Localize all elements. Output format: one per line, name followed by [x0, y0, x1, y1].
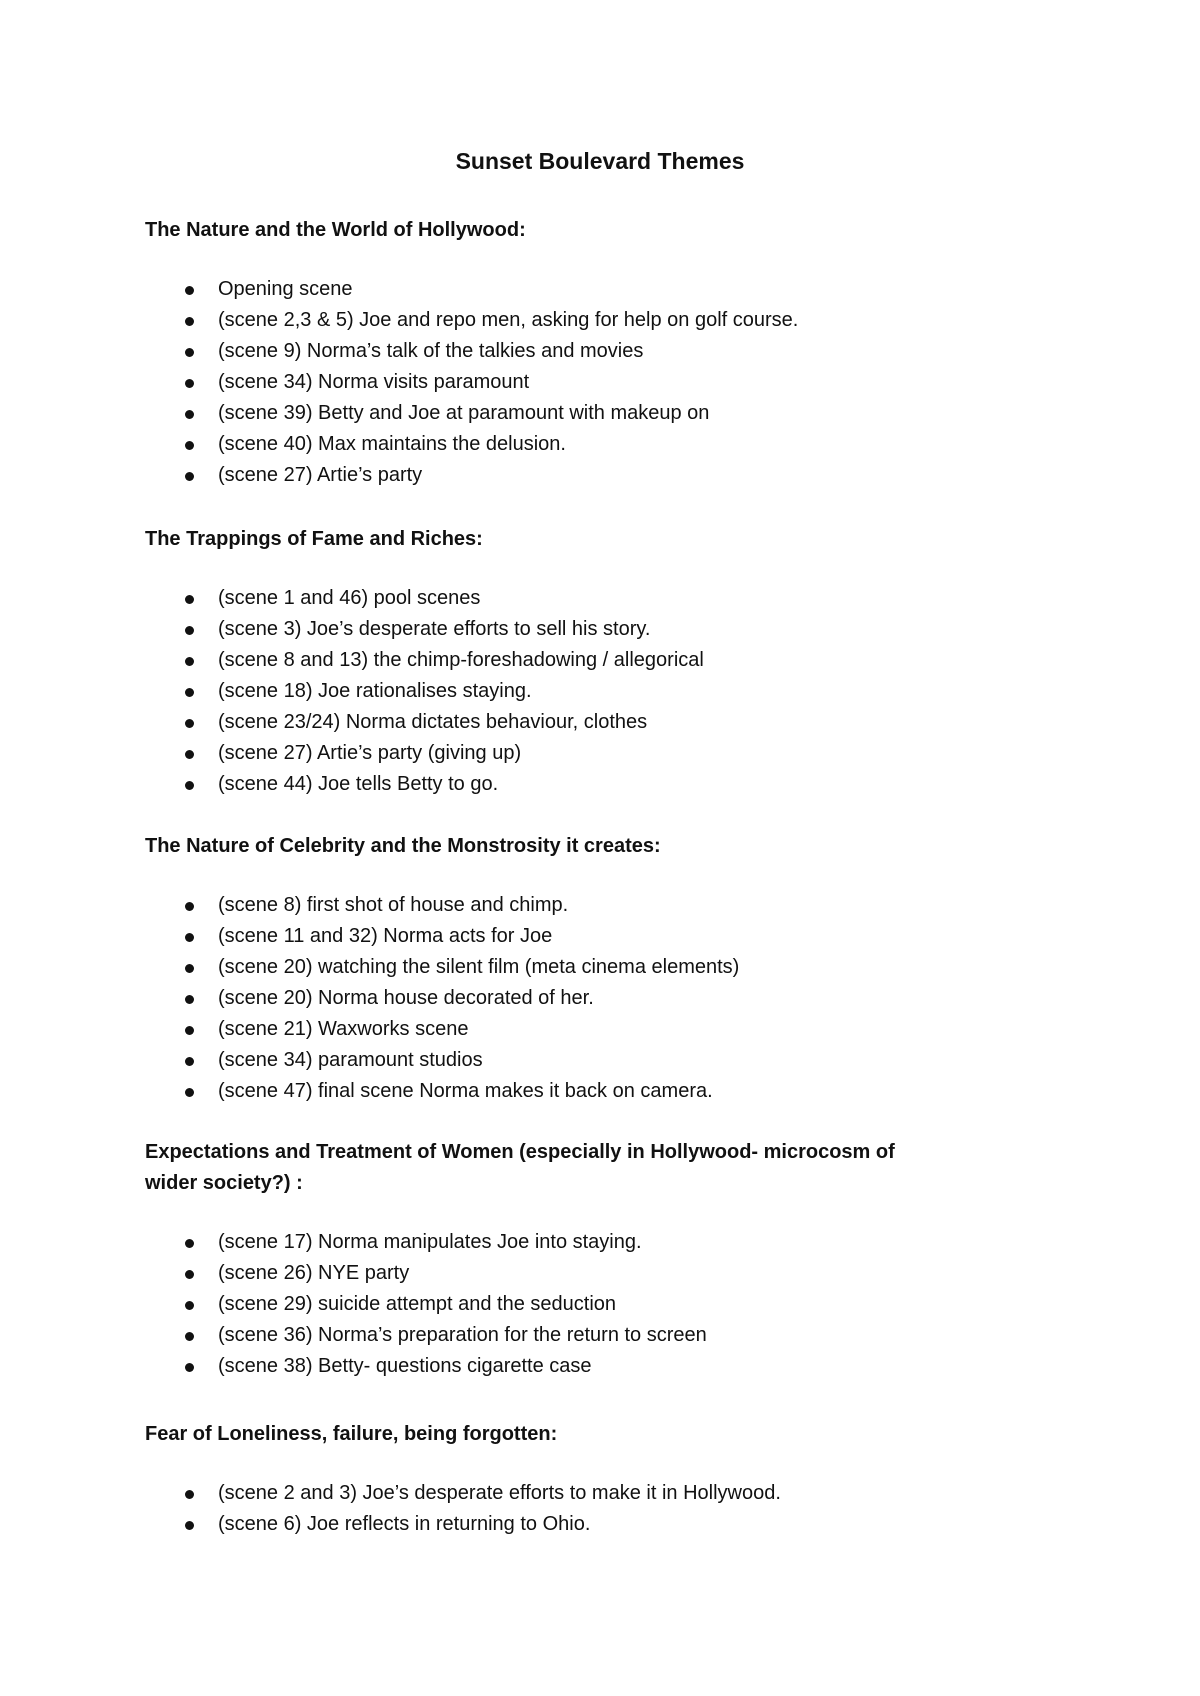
bullet-icon — [185, 1332, 194, 1341]
list-item — [0, 738, 1100, 769]
list-item — [0, 1045, 1100, 1076]
list-item — [0, 707, 1100, 738]
bullet-icon — [185, 1057, 194, 1066]
section-list-hollywood — [0, 274, 1100, 491]
list-item — [0, 1227, 1100, 1258]
list-item — [0, 645, 1100, 676]
section-heading-line: Expectations and Treatment of Women (especially in Hollywood- microcosm of — [145, 1141, 895, 1163]
list-item-text: (scene 34) paramount studios — [218, 1049, 483, 1071]
bullet-icon — [185, 781, 194, 790]
list-item-text: (scene 3) Joe’s desperate efforts to sell his story. — [218, 618, 651, 640]
list-item — [0, 274, 1100, 305]
bullet-icon — [185, 1270, 194, 1279]
bullet-icon — [185, 902, 194, 911]
bullet-icon — [185, 1521, 194, 1530]
section-list-loneliness — [0, 1478, 1100, 1540]
list-item — [0, 305, 1100, 336]
list-item — [0, 429, 1100, 460]
list-item — [0, 1076, 1100, 1107]
list-item-text: (scene 29) suicide attempt and the seduction — [218, 1293, 617, 1315]
list-item — [0, 460, 1100, 491]
bullet-icon — [185, 964, 194, 973]
list-item-text: (scene 2,3 & 5) Joe and repo men, asking for help on golf course. — [218, 309, 799, 331]
list-item — [0, 983, 1100, 1014]
bullet-icon — [185, 1088, 194, 1097]
list-item-text: (scene 34) Norma visits paramount — [218, 371, 530, 393]
list-item — [0, 890, 1100, 921]
list-item — [0, 1351, 1100, 1382]
bullet-icon — [185, 379, 194, 388]
list-item — [0, 1320, 1100, 1351]
list-item — [0, 614, 1100, 645]
list-item-text: (scene 20) Norma house decorated of her. — [218, 987, 594, 1009]
list-item — [0, 1258, 1100, 1289]
list-item-text: Opening scene — [218, 278, 353, 300]
list-item — [0, 676, 1100, 707]
list-item-text: (scene 44) Joe tells Betty to go. — [218, 773, 499, 795]
bullet-icon — [185, 719, 194, 728]
bullet-icon — [185, 657, 194, 666]
list-item-text: (scene 23/24) Norma dictates behaviour, clothes — [218, 711, 648, 733]
bullet-icon — [185, 1026, 194, 1035]
bullet-icon — [185, 1490, 194, 1499]
list-item-text: (scene 40) Max maintains the delusion. — [218, 433, 566, 455]
bullet-icon — [185, 933, 194, 942]
section-heading-celebrity: The Nature of Celebrity and the Monstrosity it creates: — [145, 835, 661, 857]
bullet-icon — [185, 750, 194, 759]
bullet-icon — [185, 995, 194, 1004]
list-item-text: (scene 27) Artie’s party (giving up) — [218, 742, 522, 764]
list-item-text: (scene 1 and 46) pool scenes — [218, 587, 481, 609]
bullet-icon — [185, 688, 194, 697]
section-heading-line: wider society?) : — [145, 1172, 303, 1194]
bullet-icon — [185, 626, 194, 635]
list-item-text: (scene 47) final scene Norma makes it back on camera. — [218, 1080, 713, 1102]
section-list-fame-riches — [0, 583, 1100, 800]
section-list-women — [0, 1227, 1100, 1382]
section-list-celebrity — [0, 890, 1100, 1107]
list-item-text: (scene 8) first shot of house and chimp. — [218, 894, 569, 916]
bullet-icon — [185, 348, 194, 357]
list-item — [0, 769, 1100, 800]
section-heading-hollywood: The Nature and the World of Hollywood: — [145, 219, 526, 241]
list-item — [0, 336, 1100, 367]
list-item-text: (scene 17) Norma manipulates Joe into staying. — [218, 1231, 642, 1253]
page-title: Sunset Boulevard Themes — [455, 148, 745, 174]
list-item-text: (scene 8 and 13) the chimp-foreshadowing / allegorical — [218, 649, 704, 671]
list-item-text: (scene 2 and 3) Joe’s desperate efforts to make it in Hollywood. — [218, 1482, 781, 1504]
list-item — [0, 1509, 1100, 1540]
bullet-icon — [185, 595, 194, 604]
list-item-text: (scene 27) Artie’s party — [218, 464, 423, 486]
bullet-icon — [185, 1301, 194, 1310]
list-item-text: (scene 26) NYE party — [218, 1262, 410, 1284]
list-item-text: (scene 36) Norma’s preparation for the return to screen — [218, 1324, 707, 1346]
section-heading-fame-riches: The Trappings of Fame and Riches: — [145, 528, 483, 550]
bullet-icon — [185, 1239, 194, 1248]
list-item — [0, 398, 1100, 429]
list-item-text: (scene 6) Joe reflects in returning to Ohio. — [218, 1513, 591, 1535]
list-item-text: (scene 9) Norma’s talk of the talkies and movies — [218, 340, 644, 362]
list-item-text: (scene 38) Betty- questions cigarette case — [218, 1355, 592, 1377]
list-item-text: (scene 18) Joe rationalises staying. — [218, 680, 532, 702]
section-heading-women — [145, 1137, 1045, 1199]
list-item-text: (scene 11 and 32) Norma acts for Joe — [218, 925, 553, 947]
list-item — [0, 367, 1100, 398]
bullet-icon — [185, 286, 194, 295]
list-item — [0, 1014, 1100, 1045]
bullet-icon — [185, 317, 194, 326]
list-item — [0, 1478, 1100, 1509]
section-heading-loneliness: Fear of Loneliness, failure, being forgotten: — [145, 1423, 558, 1445]
list-item-text: (scene 39) Betty and Joe at paramount with makeup on — [218, 402, 710, 424]
list-item-text: (scene 21) Waxworks scene — [218, 1018, 469, 1040]
bullet-icon — [185, 441, 194, 450]
list-item — [0, 1289, 1100, 1320]
list-item-text: (scene 20) watching the silent film (meta cinema elements) — [218, 956, 740, 978]
bullet-icon — [185, 472, 194, 481]
list-item — [0, 583, 1100, 614]
bullet-icon — [185, 410, 194, 419]
list-item — [0, 952, 1100, 983]
list-item — [0, 921, 1100, 952]
bullet-icon — [185, 1363, 194, 1372]
